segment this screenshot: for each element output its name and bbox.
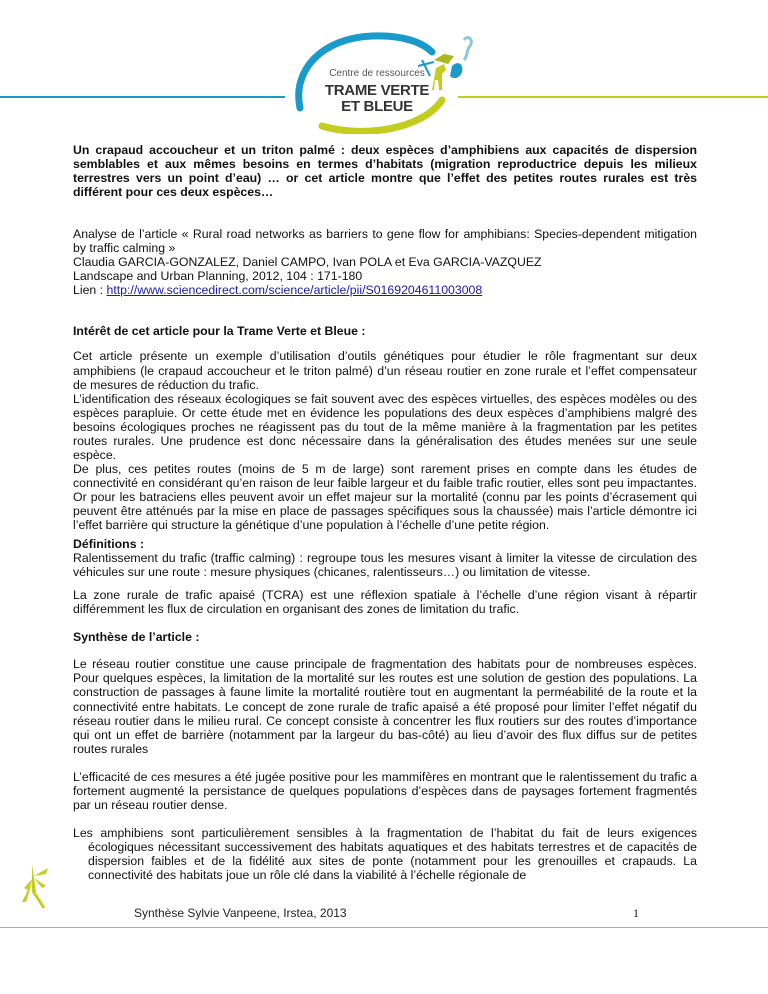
header-rule-green (458, 96, 768, 98)
reference-analyse: Analyse de l’article « Rural road networks as barriers to gene flow for amphibians: Species-dependent mitigation by traffic calming » (73, 227, 697, 256)
paragraph: De plus, ces petites routes (moins de 5 m de large) sont rarement prises en compte dans les études de connectivité en considérant qu’en raison de leur faible largeur et du faible trafic routier, elles sont peu impactantes. Or pour les batraciens elles peuvent avoir un effet majeur sur la mortalité (connu par les points d’écrasement qui peuvent être atténués par la mise en place de passages spécifiques sous la chaussée) mais l’article démontre ici l’effet barrière qui structure la génétique d’une population à l’échelle d’une petite région. (73, 461, 697, 533)
logo-title-line2: ET BLEUE (341, 98, 413, 115)
section-heading-definitions: Définitions : (73, 537, 145, 552)
paragraph: La zone rurale de trafic apaisé (TCRA) est une réflexion spatiale à l’échelle d’une région visant à répartir différemment les flux de circulation en organisant des zones de limitation du trafic. (73, 588, 697, 617)
article-link[interactable]: http://www.sciencedirect.com/science/article/pii/S0169204611003008 (106, 283, 483, 298)
paragraph: L’identification des réseaux écologiques se fait souvent avec des espèces virtuelles, des espèces modèles ou des espèces parapluie. Or cette étude met en évidence les populations des deux espèces d’amphibiens malgré des besoins écologiques proches ne réagissent pas du tout de la même manière à la fragmentation par les petites routes rurales. Une prudence est donc nécessaire dans la généralisation des études menées sur une seule espèce. (73, 391, 697, 462)
paragraph: Cet article présente un exemple d’utilisation d’outils génétiques pour étudier le rôle fragmentant sur deux amphibiens (le crapaud accoucheur et le triton palmé) d’un réseau routier en zone rurale et l’effet compensateur de mesures de réduction du trafic. (73, 349, 697, 392)
reference-link-line (73, 283, 697, 297)
document-title: Un crapaud accoucheur et un triton palmé : deux espèces d’amphibiens aux capacités de dispersion semblables et aux mêmes besoins en termes d’habitats (migration reproductrice depuis les milieux terrestres vers un point d’eau) … or cet article montre que l’effet des petites routes rurales est très différent pour ces deux espèces… (73, 143, 697, 200)
paragraph: Ralentissement du trafic (traffic calming) : regroupe tous les mesures visant à limiter la vitesse de circulation des véhicules sur une route : mesure physiques (chicanes, ralentisseurs…) ou limitation de vitesse. (73, 551, 697, 580)
dragonfly-icon (20, 862, 50, 910)
reference-journal: Landscape and Urban Planning, 2012, 104 : 171-180 (73, 269, 363, 284)
paragraph: L’efficacité de ces mesures a été jugée positive pour les mammifères en montrant que le ralentissement du trafic a fortement augmenté la persistance de quelques populations d’espèces dans de paysages fortement fragmentés par un réseau routier dense. (73, 769, 697, 812)
logo-title-line1: TRAME VERTE (324, 82, 430, 99)
reference-authors: Claudia GARCIA-GONZALEZ, Daniel CAMPO, Ivan POLA et Eva GARCIA-VAZQUEZ (73, 255, 542, 270)
logo-subtitle: Centre de ressources (329, 68, 425, 79)
paragraph: Le réseau routier constitue une cause principale de fragmentation des habitats pour de nombreuses espèces. Pour quelques espèces, la limitation de la mortalité sur les routes est une solution de gestion des populations. La construction de passages à faune limite la mortalité routière tout en augmentant la perméabilité de la route et la connectivité entre habitats. Le concept de zone rurale de trafic apaisé a été proposé pour limiter l’effet négatif du réseau routier dans le milieu rural. Ce concept consiste à concentrer les flux routiers sur des routes d’importance qui ont un effet de barrière (notamment par la largeur du bas-côté) au lieu d’avoir des flux diffus sur de petites routes rurales (73, 657, 697, 756)
document-body (73, 143, 697, 882)
footer-divider (0, 927, 768, 928)
trame-verte-bleue-logo (292, 30, 482, 134)
header-rule-blue (0, 96, 285, 98)
link-label: Lien : (73, 283, 107, 298)
paragraph: Les amphibiens sont particulièrement sensibles à la fragmentation de l’habitat du fait de leurs exigences écologiques nécessitant successivement des habitats aquatiques et des habitats terrestres et de capacités de dispersion faibles et de la fidélité aux sites de ponte (notamment pour les grenouilles et crapauds. La connectivité des habitats joue un rôle clé dans la viabilité à l’échelle régionale de (73, 825, 697, 882)
section-heading-interet: Intérêt de cet article pour la Trame Verte et Bleue : (73, 324, 366, 339)
footer-credit: Synthèse Sylvie Vanpeene, Irstea, 2013 (134, 906, 347, 920)
section-heading-synthese: Synthèse de l’article : (73, 630, 200, 645)
page-number: 1 (633, 906, 639, 920)
